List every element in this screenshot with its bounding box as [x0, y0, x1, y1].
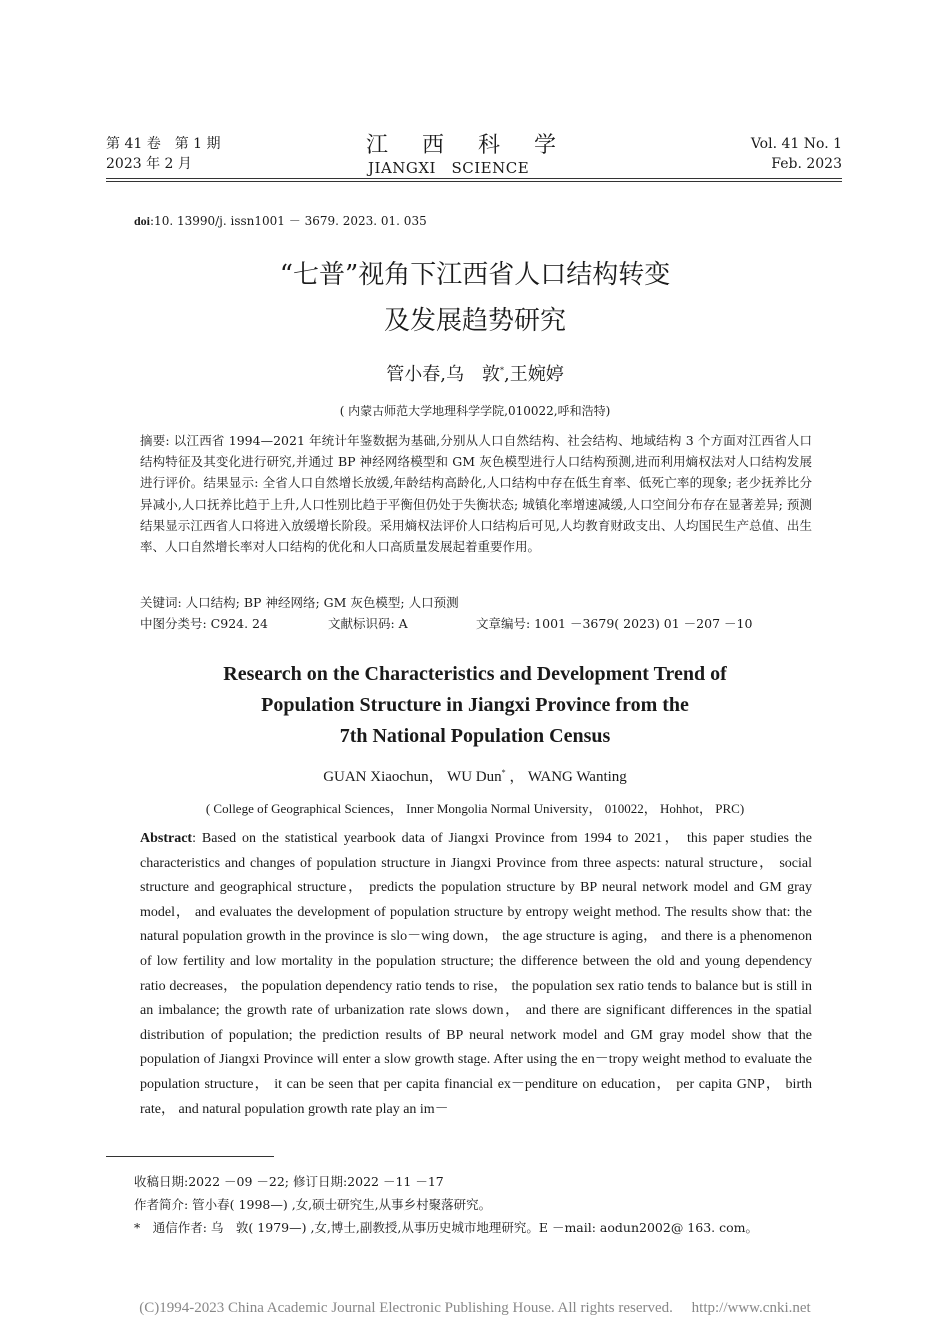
header-rule-top [106, 178, 842, 179]
header-rule-bottom [106, 181, 842, 182]
authors-en-main: GUAN Xiaochun， WU Dun [323, 769, 502, 785]
journal-title-cn: 江西科学 [366, 133, 591, 158]
authors-cn-main: 管小春,乌 敦 [386, 364, 500, 385]
doi-value: :10. 13990/j. issn1001 － 3679. 2023. 01. 035 [150, 214, 427, 228]
authors-en-rest: ， WANG Wanting [505, 769, 627, 785]
footnote-received: 收稿日期:2022 －09 －22; 修订日期:2022 －11 －17 [134, 1174, 444, 1189]
corresponding-mark-en: * [501, 768, 506, 777]
journal-title-en: JIANGXI SCIENCE [368, 159, 530, 177]
title-en-line2: Population Structure in Jiangxi Province from the [261, 694, 689, 716]
title-cn-line2: 及发展趋势研究 [383, 306, 566, 336]
abstract-en-text: : Based on the statistical yearbook data of Jiangxi Province from 1994 to 2021， this paper studies the characteristics and changes of population structure in Jiangxi Province from three aspects: natural structure， social structure and geographical structure， predicts the population structure by BP neural network model and GM gray model， and evaluates the development of population structure by entropy weight method. The results show that: the natural population growth in the province is slo－wing down， the age structure is aging， and there is a phenomenon of low fertility and low mortality in the population structure; the difference between the old and young dependency ratio decreases， the population dependency ratio tends to rise， the population sex ratio tends to balance but is still in an imbalance; the growth rate of urbanization rate slows down， and there are significant differences in the spatial distribution of population; the prediction results of BP neural network model and GM gray model show that the population of Jiangxi Province will enter a slow growth stage. After using the en－tropy weight method to evaluate the population structure， it can be seen that per capita financial ex－penditure on education， per capita GNP， birth rate， and natural population growth rate play an im－ [140, 831, 812, 1117]
article-number: 文章编号: 1001 －3679( 2023) 01 －207 －10 [476, 616, 753, 631]
abstract-en-label: Abstract [140, 831, 193, 846]
date-cn: 2023 年 2 月 [106, 156, 192, 172]
footnote-corresponding: * 通信作者: 乌 敦( 1979—) ,女,博士,副教授,从事历史城市地理研究。E －mail: aodun2002@ 163. com。 [134, 1220, 758, 1235]
abstract-cn: 摘要: 以江西省 1994—2021 年统计年鉴数据为基础,分别从人口自然结构、社会结构、地域结构 3 个方面对江西省人口结构特征及其变化进行研究,并通过 BP 神经网络模型和 GM 灰色模型进行人口结构预测,进而利用熵权法对人口结构发展进行评价。结果显示: 全省人口自然增长放缓,年龄结构高龄化,人口结构中存在低生育率、低死亡率的现象; 老少抚养比分异减小,人口抚养比趋于上升,人口性别比趋于平衡但仍处于失衡状态; 城镇化率增速减缓,人口空间分布存在显著差异; 预测结果显示江西省人口将进入放缓增长阶段。采用熵权法评价人口结构后可见,人均教育财政支出、人均国民生产总值、出生率、人口自然增长率对人口结构的优化和人口高质量发展起着重要作用。 [140, 433, 812, 555]
authors-cn [0, 360, 950, 386]
corresponding-mark-cn: * [500, 366, 504, 375]
document-code: 文献标识码: A [328, 616, 408, 631]
footnote-author-intro: 作者简介: 管小春( 1998—) ,女,硕士研究生,从事乡村聚落研究。 [134, 1197, 492, 1212]
keywords-cn: 关键词: 人口结构; BP 神经网络; GM 灰色模型; 人口预测 [140, 595, 459, 610]
title-en-line3: 7th National Population Census [339, 725, 611, 747]
authors-cn-rest: ,王婉婷 [504, 364, 564, 385]
affiliation-en: ( College of Geographical Sciences， Inner Mongolia Normal University， 010022， Hohhot， PRC) [205, 801, 745, 816]
doi [134, 212, 427, 229]
clc-number: 中图分类号: C924. 24 [140, 616, 268, 631]
copyright-footer: (C)1994-2023 China Academic Journal Electronic Publishing House. All rights reserved. http://www.cnki.net [139, 1300, 811, 1316]
volume-issue-cn: 第 41 卷 第 1 期 [106, 136, 221, 152]
doi-label: doi [134, 214, 151, 228]
date-en: Feb. 2023 [771, 156, 842, 172]
abstract-en [140, 827, 812, 1122]
title-cn-line1: “七普”视角下江西省人口结构转变 [279, 260, 671, 290]
authors-en [0, 765, 950, 786]
title-en-line1: Research on the Characteristics and Development Trend of [223, 663, 727, 685]
affiliation-cn: ( 内蒙古师范大学地理科学学院,010022,呼和浩特) [339, 404, 611, 418]
volume-issue-en: Vol. 41 No. 1 [750, 136, 842, 152]
footnote-rule [106, 1156, 274, 1157]
